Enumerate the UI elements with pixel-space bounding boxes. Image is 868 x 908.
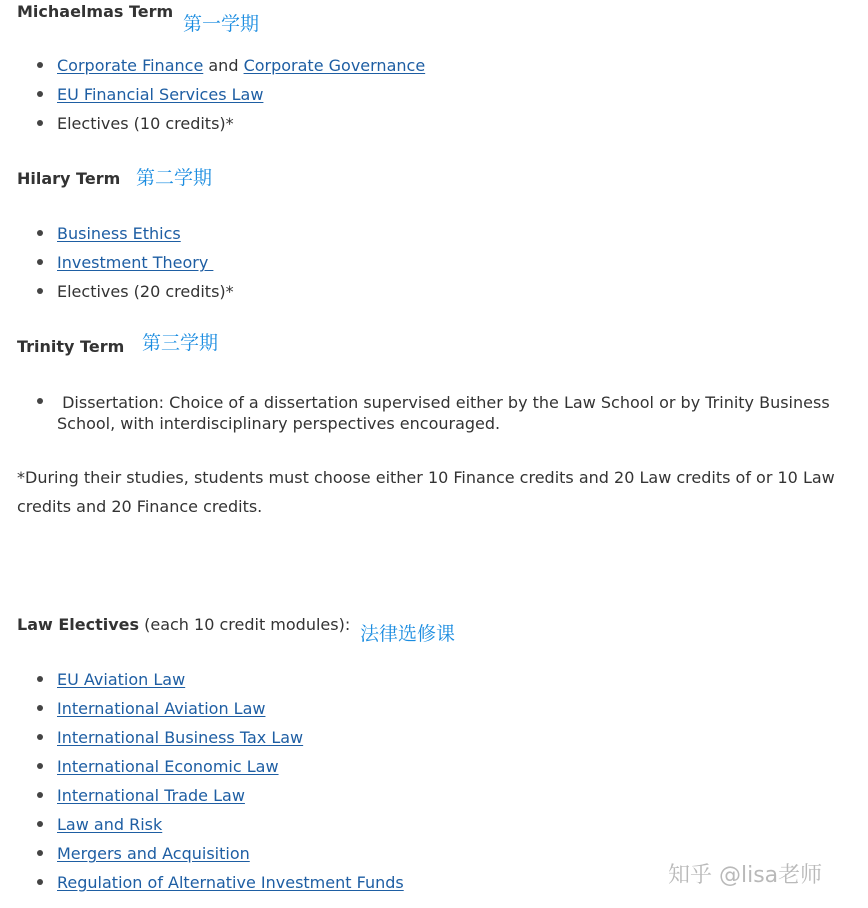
- law-electives-title: Law Electives: [17, 615, 140, 634]
- elective-link[interactable]: International Business Tax Law: [57, 728, 304, 747]
- bullet-icon: [37, 230, 43, 236]
- trinity-term-heading: Trinity Term: [17, 337, 125, 356]
- bullet-icon: [37, 398, 43, 404]
- business-ethics-link[interactable]: Business Ethics: [57, 224, 181, 243]
- list-item: [37, 844, 250, 863]
- bullet-icon: [37, 879, 43, 885]
- list-item: [37, 757, 279, 776]
- electives-text: Electives (10 credits)*: [57, 114, 234, 133]
- dissertation-line-2: School, with interdisciplinary perspectives encouraged.: [57, 414, 501, 433]
- elective-link[interactable]: EU Aviation Law: [57, 670, 186, 689]
- dissertation-line-1: Dissertation: Choice of a dissertation supervised either by the Law School or by Trinity Business: [57, 393, 830, 412]
- bullet-icon: [37, 792, 43, 798]
- list-item: [37, 699, 265, 718]
- bullet-icon: [37, 91, 43, 97]
- elective-link[interactable]: Law and Risk: [57, 815, 163, 834]
- list-item: [37, 224, 181, 243]
- bullet-icon: [37, 676, 43, 682]
- list-item: [37, 56, 425, 75]
- list-item: [37, 873, 404, 892]
- list-item: [37, 815, 162, 834]
- michaelmas-term-heading: Michaelmas Term: [17, 2, 174, 21]
- investment-theory-link[interactable]: Investment Theory: [57, 253, 214, 272]
- footnote-text: *During their studies, students must choose either 10 Finance credits and 20 Law credits of or 10 Law credits and 20 Finance credits.: [17, 468, 835, 516]
- watermark-text: 知乎 @lisa老师: [668, 863, 823, 888]
- bullet-icon: [37, 821, 43, 827]
- elective-link[interactable]: Regulation of Alternative Investment Funds: [57, 873, 404, 892]
- list-item: [37, 728, 303, 747]
- joiner-text: and: [203, 56, 244, 75]
- bullet-icon: [37, 763, 43, 769]
- list-item: [37, 670, 185, 689]
- elective-link[interactable]: International Trade Law: [57, 786, 245, 805]
- eu-financial-services-law-link[interactable]: EU Financial Services Law: [57, 85, 264, 104]
- hilary-annotation: 第二学期: [136, 167, 213, 189]
- elective-link[interactable]: International Economic Law: [57, 757, 279, 776]
- dissertation-item: [57, 392, 857, 434]
- hilary-term-heading: Hilary Term: [17, 169, 121, 188]
- bullet-icon: [37, 705, 43, 711]
- trinity-annotation: 第三学期: [142, 332, 219, 354]
- bullet-icon: [37, 734, 43, 740]
- bullet-icon: [37, 259, 43, 265]
- list-item: [37, 786, 245, 805]
- corporate-governance-link[interactable]: Corporate Governance: [243, 56, 426, 75]
- bullet-icon: [37, 288, 43, 294]
- law-electives-heading: [17, 615, 350, 634]
- law-electives-subtitle: (each 10 credit modules):: [139, 615, 351, 634]
- bullet-icon: [37, 850, 43, 856]
- elective-link[interactable]: Mergers and Acquisition: [57, 844, 250, 863]
- bullet-icon: [37, 62, 43, 68]
- list-item: [37, 282, 234, 301]
- electives-text: Electives (20 credits)*: [57, 282, 234, 301]
- list-item: [37, 253, 213, 272]
- bullet-icon: [37, 120, 43, 126]
- elective-link[interactable]: International Aviation Law: [57, 699, 266, 718]
- michaelmas-annotation: 第一学期: [183, 13, 260, 35]
- list-item: [37, 114, 234, 133]
- law-electives-annotation: 法律选修课: [360, 623, 456, 645]
- corporate-finance-link[interactable]: Corporate Finance: [57, 56, 204, 75]
- list-item: [37, 85, 263, 104]
